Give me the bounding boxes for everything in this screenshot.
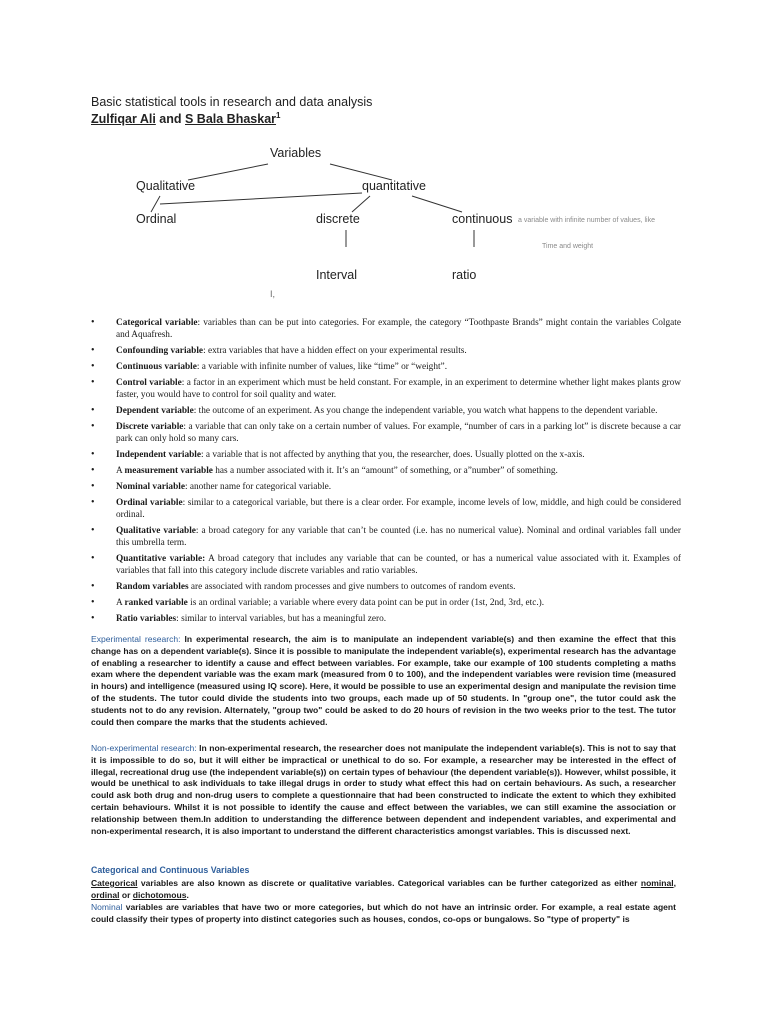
author-2-link[interactable]: S Bala Bhaskar <box>185 112 277 127</box>
list-item <box>91 449 681 461</box>
bullet-dot: • <box>91 465 95 476</box>
experimental-research-label: Experimental research: <box>91 634 181 644</box>
term: Ordinal variable <box>116 498 183 508</box>
line-ordinal-quantitative <box>160 193 362 204</box>
definition: are associated with random processes and give numbers to outcomes of random events. <box>188 582 516 592</box>
term: Confounding variable <box>116 346 204 356</box>
list-item <box>91 377 681 401</box>
either-text: either <box>614 878 641 888</box>
experimental-research-text: In experimental research, the aim is to manipulate an independent variable(s) and then examine the effect that this change has on a dependent variable(s). Since it is possible to manipulate the independent variable(s), experimental research has the advantage of enabling a researcher to identify a cause and effect between variables. For example, take our example of 100 students completing a maths exam where the dependent variable was the exam mark (measured from 0 to 100), and the independent variables were revision time (measured in hours) and intelligence (measured using IQ score). Here, it would be possible to use an experimental design and manipulate the revision time of the students. The tutor could divide the students into two groups, each made up of 50 students. In "group one", the tutor could ask the students not to do any revision. Alternately, "group two" could be asked to do 20 hours of revision in the two weeks prior to the test. The tutor could then compare the marks that the students achieved. <box>91 634 676 727</box>
list-item <box>91 581 681 593</box>
bullet-dot: • <box>91 481 95 492</box>
node-discrete: discrete <box>316 212 360 226</box>
list-item <box>91 597 681 609</box>
nominal-text: variables are variables that have two or more categories, but which do not have an intrinsic order. For example, a real estate agent could classify their types of property into distinct categories such as houses, condos, co-ops or bungalows. So "type of property" is <box>91 902 676 924</box>
bullet-dot: • <box>91 377 95 388</box>
diagram-lines <box>0 0 768 310</box>
non-experimental-research-text: In non-experimental research, the researcher does not manipulate the independent variable(s). This is not to say that it is impossible to do so, but it will either be impractical or unethical to do so. For example, a researcher may be interested in the effect of illegal, recreational drug use (the independent variable(s)) on certain types of behaviour (the dependent variable(s)). However, whilst possible, it would be unethical to ask individuals to take illegal drugs in order to study what effect this had on certain behaviours. As such, a researcher could ask both drug and non-drug users to complete a questionnaire that had been constructed to indicate the extent to which they exhibited certain behaviours. Whilst it is not possible to identify the cause and effect between the variables, we can still examine the association or relationship between them.In addition to understanding the difference between dependent and independent variables, and experimental and non-experimental research, it is also important to understand the different characteristics amongst variables. This is discussed next. <box>91 743 676 836</box>
bullet-dot: • <box>91 345 95 356</box>
nominal-paragraph <box>91 902 676 926</box>
definition: : a factor in an experiment which must be held constant. For example, in an experiment to determine whether light makes plants grow faster, you would have to control for soil quality and water. <box>116 378 681 400</box>
definition: has a number associated with it. It’s an “amount” of something, or a”number” of something. <box>212 466 558 476</box>
definition: : another name for categorical variable. <box>184 482 332 492</box>
non-experimental-research-paragraph <box>91 743 676 837</box>
definition: : the outcome of an experiment. As you change the independent variable, you watch what happens to the dependent variable. <box>193 406 658 416</box>
bullet-dot: • <box>91 497 95 508</box>
categorical-text: variables are also known as discrete or qualitative variables. Categorical variables can be further categorized as <box>137 878 611 888</box>
term: Independent variable <box>116 450 201 460</box>
term: Control variable <box>116 378 182 388</box>
author-superscript: 1 <box>276 111 281 120</box>
node-ratio: ratio <box>452 268 477 282</box>
list-item <box>91 421 681 445</box>
experimental-research-paragraph <box>91 634 676 728</box>
node-ordinal: Ordinal <box>136 212 177 226</box>
bullet-dot: • <box>91 613 95 624</box>
node-variables: Variables <box>270 146 322 160</box>
definition: : variables than can be put into categories. For example, the category “Toothpaste Brands” might contain the variables Colgate and Aquafresh. <box>116 318 681 340</box>
prefix: A <box>116 466 125 476</box>
bullet-dot: • <box>91 581 95 592</box>
text-cursor-mark: I, <box>270 289 276 299</box>
document-title: Basic statistical tools in research and data analysis <box>91 95 373 109</box>
continuous-note-1: a variable with infinite number of values, like <box>518 217 655 224</box>
line-root-quantitative <box>330 164 392 180</box>
term: Ratio variables <box>116 614 177 624</box>
list-item <box>91 345 681 357</box>
line-qualitative-ordinal <box>151 196 160 212</box>
definition: : a variable that is not affected by anything that you, the researcher, does. Usually plotted on the x-axis. <box>200 450 585 460</box>
line-quantitative-continuous <box>412 196 462 212</box>
definition: : a variable that can only take on a certain number of values. For example, “number of cars in a parking lot” is discrete because a car park can only hold so many cars. <box>116 422 681 444</box>
prefix: A <box>116 598 125 608</box>
bullet-dot: • <box>91 597 95 608</box>
definition: : extra variables that have a hidden effect on your experimental results. <box>203 346 467 356</box>
definition: : a broad category for any variable that can’t be counted (i.e. has no numerical value). Nominal and ordinal variables fall under this umbrella term. <box>116 526 682 548</box>
bullet-dot: • <box>91 525 95 536</box>
definition: A broad category that includes any variable that can be counted, or has a numerical value associated with it. Examples of variables that fall into this category include discrete variables and ratio variables. <box>116 554 681 576</box>
definition: is an ordinal variable; a variable where every data point can be put in order (1st, 2nd, 3rd, etc.). <box>187 598 545 608</box>
list-item <box>91 525 681 549</box>
term: Nominal variable <box>116 482 185 492</box>
bullet-dot: • <box>91 449 95 460</box>
ordinal-link[interactable]: ordinal <box>91 889 120 900</box>
term: Qualitative variable <box>116 526 196 536</box>
node-qualitative: Qualitative <box>136 179 196 193</box>
definition: : similar to interval variables, but has a meaningful zero. <box>176 614 387 624</box>
term: ranked variable <box>124 598 188 608</box>
list-item <box>91 317 681 341</box>
node-interval: Interval <box>316 268 357 282</box>
node-continuous: continuous <box>452 212 513 226</box>
node-quantitative: quantitative <box>362 179 426 193</box>
term: Categorical variable <box>116 318 198 328</box>
comma: , <box>673 878 676 888</box>
categorical-link[interactable]: Categorical <box>91 878 138 888</box>
line-quantitative-discrete <box>352 196 370 212</box>
definition: : similar to a categorical variable, but there is a clear order. For example, income levels of low, middle, and high could be considered ordinal. <box>116 498 682 520</box>
bullet-dot: • <box>91 421 95 432</box>
dichotomous-link[interactable]: dichotomous <box>132 889 187 900</box>
categorical-continuous-heading: Categorical and Continuous Variables <box>91 865 250 875</box>
list-item <box>91 613 681 625</box>
variables-diagram <box>0 0 768 310</box>
list-item <box>91 553 681 577</box>
list-item <box>91 405 681 417</box>
term: Quantitative variable: <box>116 554 206 564</box>
bullet-dot: • <box>91 405 95 416</box>
author-1-link[interactable]: Zulfiqar Ali <box>91 112 156 127</box>
term: Random variables <box>116 582 189 592</box>
line-root-qualitative <box>188 164 268 180</box>
list-item <box>91 497 681 521</box>
non-experimental-research-label: Non-experimental research: <box>91 743 197 753</box>
term: Discrete variable <box>116 422 184 432</box>
term: Dependent variable <box>116 406 194 416</box>
bullet-dot: • <box>91 553 95 564</box>
bullet-dot: • <box>91 317 95 328</box>
term: Continuous variable <box>116 362 197 372</box>
term: measurement variable <box>124 466 213 476</box>
variable-definitions-list <box>91 317 681 629</box>
nominal-link[interactable]: nominal <box>640 878 674 888</box>
period: . <box>186 889 189 900</box>
or-text: or <box>119 889 133 900</box>
authors-and: and <box>155 112 185 127</box>
list-item <box>91 361 681 373</box>
list-item <box>91 481 681 493</box>
categorical-paragraph <box>91 878 676 902</box>
continuous-note-2: Time and weight <box>542 243 594 250</box>
nominal-label: Nominal <box>91 902 123 912</box>
list-item <box>91 465 681 477</box>
definition: : a variable with infinite number of values, like “time” or “weight”. <box>196 362 448 372</box>
bullet-dot: • <box>91 361 95 372</box>
